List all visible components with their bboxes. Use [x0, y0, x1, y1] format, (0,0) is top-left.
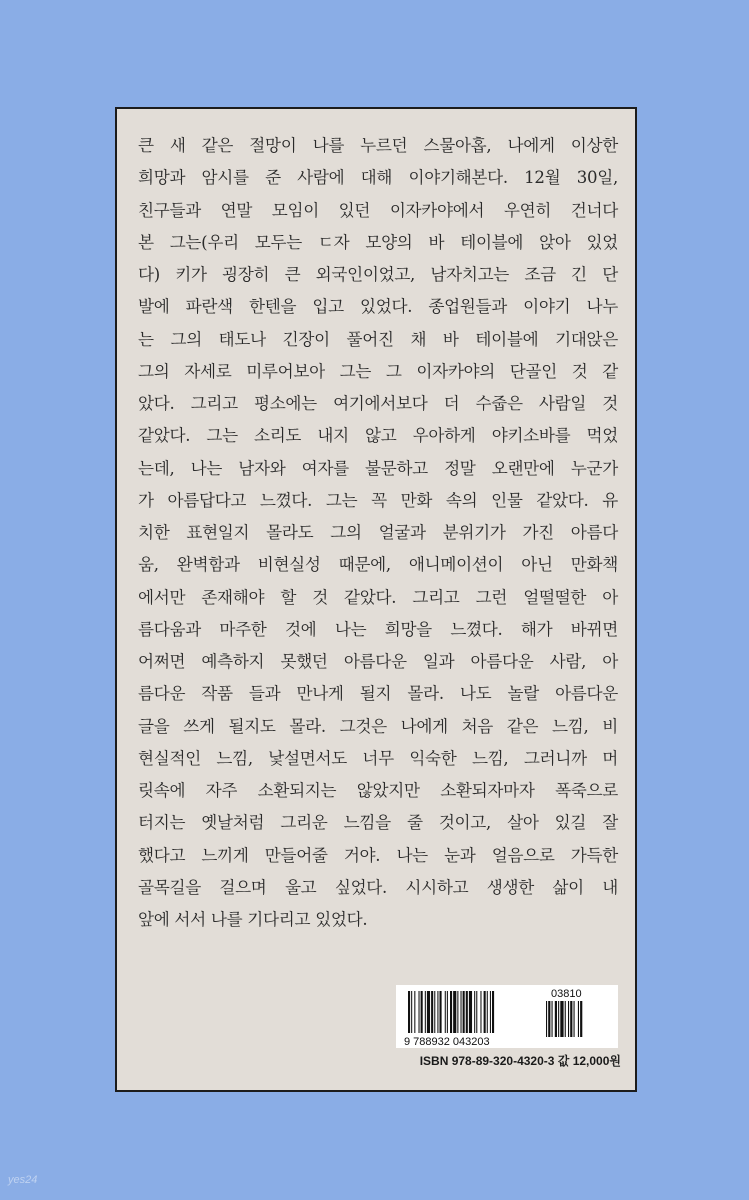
back-cover-text	[138, 130, 618, 936]
barcode-bar	[419, 991, 420, 1033]
barcode	[396, 985, 618, 1048]
text-line: 현실적인 느낌, 낯설면서도 너무 익숙한 느낌, 그러니까 머	[138, 748, 618, 768]
barcode-digits: 9 788932 043203	[404, 1036, 490, 1048]
barcode-bar	[411, 991, 412, 1033]
barcode-bar	[490, 991, 491, 1033]
barcode-addon-bar	[546, 1001, 547, 1037]
text-line: 터지는 옛날처럼 그리운 느낌을 줄 것이고, 살아 있길 잘	[138, 813, 618, 833]
text-line: 다) 키가 굉장히 큰 외국인이었고, 남자치고는 조금 긴 단	[138, 265, 618, 284]
text-line: 본 그는(우리 모두는 ㄷ자 모양의 바 테이블에 앉아 있었	[138, 232, 618, 252]
text-line: 그의 자세로 미루어보아 그는 그 이자카야의 단골인 것 같	[138, 361, 618, 381]
barcode-graphic	[396, 985, 618, 1048]
barcode-addon-bar	[574, 1001, 575, 1037]
barcode-bar	[440, 991, 442, 1033]
back-cover-panel	[115, 107, 637, 1092]
text-line: 가 아름답다고 느꼈다. 그는 꼭 만화 속의 인물 같았다. 유	[138, 490, 618, 510]
barcode-bar	[434, 991, 435, 1033]
text-line: 같았다. 그는 소리도 내지 않고 우아하게 야키소바를 먹었	[138, 426, 618, 446]
text-line: 에서만 존재해야 할 것 같았다. 그리고 그런 얼떨떨한 아	[138, 587, 618, 607]
barcode-addon-bar	[568, 1001, 569, 1037]
text-line: 앞에 서서 나를 기다리고 있었다.	[138, 910, 368, 929]
barcode-addon-bar	[578, 1001, 579, 1037]
barcode-bar	[408, 991, 410, 1033]
text-line: 치한 표현일지 몰라도 그의 얼굴과 분위기가 가진 아름다	[138, 523, 618, 542]
barcode-bar	[421, 991, 423, 1033]
barcode-addon-bar	[555, 1001, 557, 1037]
text-line: 어쩌면 예측하지 못했던 아름다운 일과 아름다운 사람, 아	[138, 652, 618, 671]
text-line: 름다운 작품 들과 만나게 될지 몰라. 나도 놀랄 아름다운	[138, 684, 618, 704]
barcode-bar	[480, 991, 481, 1033]
barcode-addon-bar	[565, 1001, 566, 1037]
barcode-bar	[431, 991, 433, 1033]
text-line: 친구들과 연말 모임이 있던 이자카야에서 우연히 건너다	[138, 200, 618, 220]
text-line: 큰 새 같은 절망이 나를 누르던 스물아홉, 나에게 이상한	[138, 136, 618, 155]
barcode-bar	[476, 991, 477, 1033]
text-line: 움, 완벽함과 비현실성 때문에, 애니메이션이 아닌 만화책	[138, 555, 618, 575]
barcode-bar	[469, 991, 472, 1033]
text-line: 했다고 느끼게 만들어줄 거야. 나는 눈과 얼음으로 가득한	[138, 845, 618, 865]
barcode-bar	[437, 991, 438, 1033]
barcode-bar	[453, 991, 456, 1033]
barcode-bar	[484, 991, 486, 1033]
text-line: 는데, 나는 남자와 여자를 불문하고 정말 오랜만에 누군가	[138, 458, 618, 478]
text-line: 희망과 암시를 준 사람에 대해 이야기해본다. 12월 30일,	[138, 168, 618, 188]
barcode-bar	[414, 991, 415, 1033]
barcode-addon-bar	[560, 1001, 563, 1037]
text-line: 릿속에 자주 소환되지는 않았지만 소환되자마자 폭죽으로	[138, 781, 618, 800]
barcode-addon-bar	[580, 1001, 582, 1037]
barcode-bar	[492, 991, 494, 1033]
barcode-bar	[457, 991, 458, 1033]
barcode-addon-digits: 03810	[551, 988, 582, 1000]
barcode-addon-bar	[570, 1001, 572, 1037]
barcode-bar	[427, 991, 430, 1033]
barcode-addon-bar	[552, 1001, 553, 1037]
text-line: 골목길을 걸으며 울고 싶었다. 시시하고 생생한 삶이 내	[138, 877, 618, 897]
text-line: 았다. 그리고 평소에는 여기에서보다 더 수줍은 사람일 것	[138, 394, 618, 413]
barcode-bars-addon	[546, 1001, 582, 1037]
text-line: 글을 쓰게 될지도 몰라. 그것은 나에게 처음 같은 느낌, 비	[138, 716, 618, 736]
barcode-addon-bar	[558, 1001, 559, 1037]
barcode-bars-main	[408, 991, 494, 1033]
isbn-price: ISBN 978-89-320-4320-3 값 12,000원	[419, 1054, 621, 1068]
barcode-bar	[445, 991, 446, 1033]
text-line: 발에 파란색 한텐을 입고 있었다. 종업원들과 이야기 나누	[138, 297, 618, 317]
barcode-addon-bar	[548, 1001, 550, 1037]
barcode-bar	[447, 991, 448, 1033]
text-line: 는 그의 태도나 긴장이 풀어진 채 바 테이블에 기대앉은	[138, 329, 618, 349]
barcode-bar	[461, 991, 462, 1033]
barcode-bar	[466, 991, 468, 1033]
barcode-bar	[474, 991, 475, 1033]
barcode-bar	[450, 991, 452, 1033]
watermark: yes24	[8, 1174, 38, 1186]
barcode-bar	[425, 991, 426, 1033]
barcode-bar	[487, 991, 488, 1033]
text-line: 름다움과 마주한 것에 나는 희망을 느꼈다. 해가 바뀌면	[138, 619, 618, 639]
barcode-bar	[463, 991, 465, 1033]
